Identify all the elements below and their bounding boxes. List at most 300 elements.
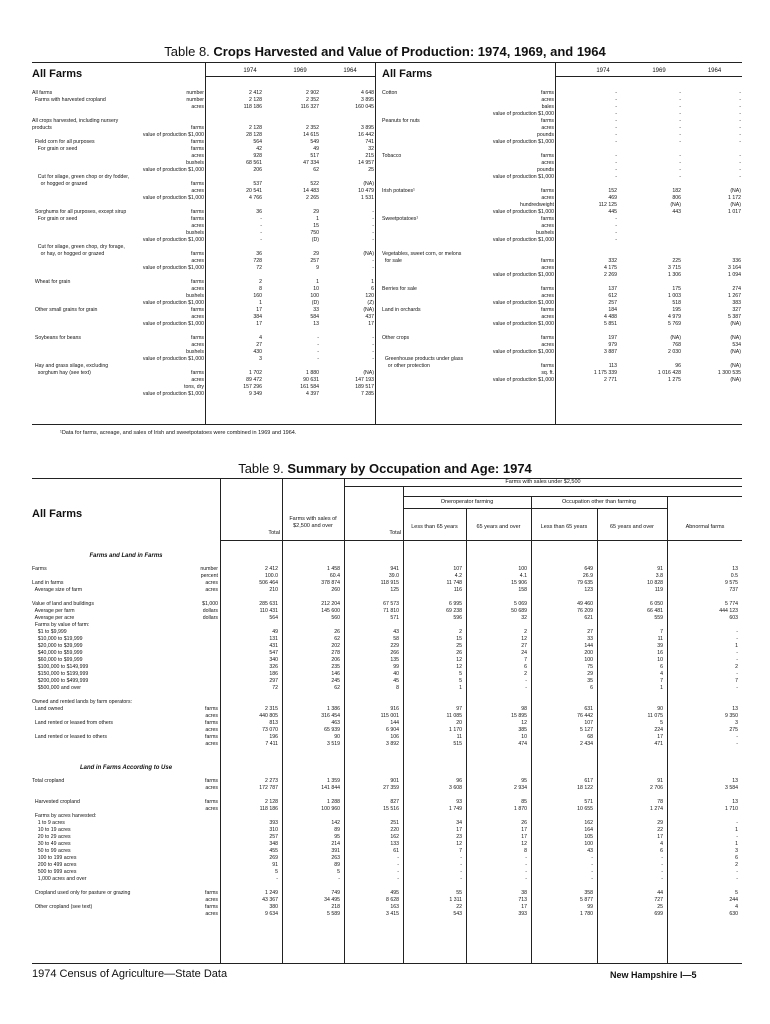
table-cell: 901	[390, 778, 399, 784]
table-row-label	[382, 209, 554, 216]
table-cell: 2 273	[265, 778, 278, 784]
table8-right-stub	[382, 90, 554, 384]
table-cell: (D)	[311, 300, 319, 306]
table-cell	[403, 594, 462, 601]
table-cell: 24	[521, 650, 527, 656]
table-cell: 200	[584, 650, 593, 656]
table8-right-year-rule	[555, 76, 742, 77]
row-label: Sorghums for all purposes, except sirup	[32, 209, 127, 215]
table-cell: -	[736, 671, 738, 677]
table-cell: 4 175	[604, 265, 617, 271]
table-cell: 266	[390, 650, 399, 656]
row-unit: value of production $1,000	[492, 209, 554, 215]
row-label: Land in orchards	[382, 307, 421, 313]
table-cell: 25	[456, 643, 462, 649]
table-cell: -	[317, 342, 319, 348]
table-cell: 225	[672, 258, 681, 264]
table-cell: (D)	[311, 237, 319, 243]
table-cell: -	[525, 855, 527, 861]
table-row-label	[32, 139, 204, 146]
table-cell	[597, 699, 663, 706]
table-cell: 8	[259, 286, 262, 292]
table-row-label	[32, 202, 204, 209]
table9-column	[466, 566, 527, 748]
table-cell: 10	[313, 286, 319, 292]
table-cell: 163	[390, 904, 399, 910]
table-cell: 79 635	[577, 580, 593, 586]
table-cell: 2 265	[306, 195, 319, 201]
table-cell: 13	[732, 706, 738, 712]
row-unit: value of production $1,000	[142, 167, 204, 173]
table-cell: -	[397, 869, 399, 875]
table-cell: 2 315	[265, 706, 278, 712]
table-cell: 3 895	[361, 97, 374, 103]
row-unit: farms	[541, 335, 554, 341]
table-cell: 1 311	[449, 897, 462, 903]
table-cell: 218	[331, 904, 340, 910]
table-cell: 474	[518, 741, 527, 747]
table-cell: 206	[331, 657, 340, 663]
row-unit: acres	[205, 806, 218, 812]
table-cell: 47 334	[303, 160, 319, 166]
table-cell: 14 957	[358, 160, 374, 166]
table-cell: 455	[269, 848, 278, 854]
table-cell: 617	[584, 778, 593, 784]
table-cell: 1	[259, 300, 262, 306]
table-cell: 5 774	[725, 601, 738, 607]
table-cell: 27 359	[383, 785, 399, 791]
row-unit: pounds	[536, 167, 554, 173]
table-cell: 73 070	[262, 727, 278, 733]
table-row-label	[382, 132, 554, 139]
table-cell: 71 810	[383, 608, 399, 614]
table-cell: 202	[331, 643, 340, 649]
table-cell: 120	[365, 293, 374, 299]
table9-hdr-sales-over: Farms with sales of $2,500 and over	[289, 516, 337, 529]
table-cell: -	[460, 876, 462, 882]
table-cell: 3	[735, 848, 738, 854]
table-cell: 543	[453, 911, 462, 917]
table-cell: 12	[456, 664, 462, 670]
table-cell: 547	[269, 650, 278, 656]
row-label: Other cropland (see text)	[32, 904, 93, 910]
table-cell: 2 412	[249, 90, 262, 96]
table-cell	[597, 883, 663, 890]
table9-column	[403, 566, 462, 748]
table-cell	[681, 279, 741, 286]
table-cell	[282, 622, 340, 629]
row-label: Other crops	[382, 335, 410, 341]
row-unit: acres	[541, 195, 554, 201]
table-cell	[555, 251, 617, 258]
table-cell: 17	[657, 834, 663, 840]
table-cell: 12	[521, 636, 527, 642]
table-cell: 11 748	[446, 580, 462, 586]
row-label: Value of land and buildings	[32, 601, 94, 607]
table-cell: 310	[269, 827, 278, 833]
table-cell: 4	[259, 335, 262, 341]
table-cell: 33	[587, 636, 593, 642]
table-cell: 67 573	[383, 601, 399, 607]
footer-page: New Hampshire I—5	[610, 970, 697, 980]
table8-left-year-1964: 1964	[343, 68, 357, 74]
table-cell	[531, 622, 593, 629]
table-cell	[205, 111, 262, 118]
table-row-label	[382, 286, 554, 293]
table-cell: -	[661, 876, 663, 882]
table-cell: 7 285	[361, 391, 374, 397]
table-cell: 97	[456, 706, 462, 712]
table-cell: 75	[587, 664, 593, 670]
row-unit: acres	[191, 153, 204, 159]
table-cell	[319, 244, 374, 251]
table-cell: 1	[371, 279, 374, 285]
table-cell	[262, 328, 319, 335]
table-cell: -	[591, 855, 593, 861]
table-cell: 9 349	[249, 391, 262, 397]
table-cell: -	[260, 216, 262, 222]
table-row-label	[382, 139, 554, 146]
table-cell: 4	[735, 904, 738, 910]
table-cell: 2	[735, 664, 738, 670]
table-row-label	[32, 685, 218, 692]
table-cell: 137	[608, 286, 617, 292]
table-cell: 5	[735, 890, 738, 896]
table-row-label	[32, 153, 204, 160]
table-cell	[531, 594, 593, 601]
table-cell: 107	[584, 720, 593, 726]
table-cell: 197	[608, 335, 617, 341]
table-row-label	[382, 377, 554, 384]
row-label: sorghum hay (see text)	[32, 370, 91, 376]
table-cell: 393	[518, 911, 527, 917]
table-cell: -	[615, 104, 617, 110]
table8-title-text: Crops Harvested and Value of Production: 1974, 1969, and 1964	[213, 44, 606, 59]
table-cell: 123	[584, 587, 593, 593]
row-unit: hundredweight	[519, 202, 554, 208]
table-cell: 49	[313, 146, 319, 152]
table-cell	[466, 813, 527, 820]
table-row-label	[32, 643, 218, 650]
table-cell	[667, 883, 738, 890]
table-cell: 89	[334, 862, 340, 868]
row-label: Total cropland	[32, 778, 65, 784]
row-unit: value of production $1,000	[492, 300, 554, 306]
table-cell: -	[739, 139, 741, 145]
table-cell: 385	[518, 727, 527, 733]
table9-hdr-sales-under: Farms with sales under $2,500	[505, 479, 581, 485]
table-cell: 100.0	[265, 573, 278, 579]
table-row-label	[32, 778, 218, 785]
table-cell: 116	[453, 587, 462, 593]
row-label: Cut for silage, green chop or dry fodder,	[32, 174, 130, 180]
table-cell: -	[615, 174, 617, 180]
row-unit: farms	[191, 181, 204, 187]
table-cell: 257	[269, 834, 278, 840]
table-cell: 813	[269, 720, 278, 726]
table-cell	[282, 813, 340, 820]
table-cell: -	[679, 104, 681, 110]
row-unit: value of production $1,000	[142, 265, 204, 271]
table-cell: 7	[660, 678, 663, 684]
table-row-label	[32, 734, 218, 741]
row-unit: acres	[191, 286, 204, 292]
table-cell: 0.5	[730, 573, 738, 579]
table-row-label	[32, 377, 204, 384]
table-cell: 76 442	[577, 713, 593, 719]
table-cell: 1 288	[327, 799, 340, 805]
table-cell: 469	[608, 195, 617, 201]
table-cell: 2 352	[306, 97, 319, 103]
table-cell: 182	[672, 188, 681, 194]
table-cell	[282, 699, 340, 706]
table-cell: 327	[732, 307, 741, 313]
table-cell: -	[739, 111, 741, 117]
table-cell: 649	[584, 566, 593, 572]
table-cell: 49	[272, 629, 278, 635]
row-unit: number	[186, 97, 204, 103]
table-cell: -	[260, 230, 262, 236]
table-cell: -	[372, 237, 374, 243]
table-cell: 1	[735, 841, 738, 847]
table-cell: 596	[453, 615, 462, 621]
row-label: Farms by acres harvested:	[32, 813, 97, 819]
table-cell: 4	[660, 671, 663, 677]
table8-bottom-rule	[32, 424, 742, 425]
table-cell: 145 600	[321, 608, 340, 614]
table-cell: -	[679, 132, 681, 138]
table-cell: 118 915	[380, 580, 399, 586]
row-label: Other small grains for grain	[32, 307, 98, 313]
table9-column	[667, 778, 738, 918]
table-cell: -	[525, 876, 527, 882]
table-row-label	[32, 307, 204, 314]
table-cell: 96	[456, 778, 462, 784]
table-row-label	[32, 820, 218, 827]
table-row-label	[32, 692, 218, 699]
table-cell: 2 128	[249, 125, 262, 131]
table-cell: 2	[735, 862, 738, 868]
table-cell: 10	[521, 734, 527, 740]
table-cell	[531, 699, 593, 706]
table-cell	[319, 202, 374, 209]
table-cell: 18 122	[577, 785, 593, 791]
row-label: 1,000 acres and over	[32, 876, 87, 882]
table9-hdr-65overa: 65 years and over	[476, 524, 521, 530]
row-unit: farms	[541, 90, 554, 96]
table-cell: 2	[524, 629, 527, 635]
table-cell	[681, 356, 741, 363]
table-cell: 741	[365, 139, 374, 145]
table-cell: -	[736, 741, 738, 747]
table-cell: -	[615, 125, 617, 131]
table-cell: 8	[396, 685, 399, 691]
table9-column	[531, 566, 593, 748]
table-row-label	[382, 104, 554, 111]
table-cell: 115 001	[380, 713, 399, 719]
row-unit: acres	[191, 342, 204, 348]
table-cell: 631	[584, 706, 593, 712]
table-cell: 6	[660, 848, 663, 854]
table8-mid-divider	[375, 62, 376, 424]
table-cell: 16	[657, 650, 663, 656]
table-cell: 3 892	[386, 741, 399, 747]
row-label: 100 to 199 acres	[32, 855, 77, 861]
row-unit: farms	[191, 139, 204, 145]
row-label: Land rented or leased from others	[32, 720, 114, 726]
table9-hdr-total: Total	[268, 530, 280, 536]
table-cell	[681, 237, 741, 244]
table-row-label	[32, 629, 218, 636]
row-unit: acres	[541, 125, 554, 131]
table-cell: 515	[453, 741, 462, 747]
table-cell: 133	[390, 841, 399, 847]
row-unit: farms	[191, 209, 204, 215]
table-cell	[205, 118, 262, 125]
table-cell: 11 075	[647, 713, 663, 719]
row-label: or hay, or hogged or grazed	[32, 251, 105, 257]
table-cell: 3 895	[361, 125, 374, 131]
table-cell: 437	[365, 314, 374, 320]
table-cell: 8 628	[386, 897, 399, 903]
table-cell: 14 615	[303, 132, 319, 138]
row-unit: farms	[541, 307, 554, 313]
table-cell: 93	[456, 799, 462, 805]
table-cell: 6 904	[386, 727, 399, 733]
table-cell: 1	[459, 685, 462, 691]
table-cell: -	[397, 862, 399, 868]
table-cell: (NA)	[670, 202, 681, 208]
table-cell: 116 327	[300, 104, 319, 110]
table-cell: -	[736, 869, 738, 875]
table-row-label	[382, 251, 554, 258]
row-unit: farms	[191, 216, 204, 222]
table-cell: 34 495	[324, 897, 340, 903]
table9-column	[403, 778, 462, 918]
table-cell: -	[679, 160, 681, 166]
row-unit: acres	[191, 314, 204, 320]
table-cell	[681, 328, 741, 335]
table-row-label	[32, 244, 204, 251]
table9-column	[597, 778, 663, 918]
table-row-label	[382, 160, 554, 167]
table-cell: 158	[518, 587, 527, 593]
table-cell: -	[679, 167, 681, 173]
table-row-label	[32, 601, 218, 608]
table-cell: 6	[660, 664, 663, 670]
table-cell: -	[338, 876, 340, 882]
table-cell: 517	[310, 153, 319, 159]
table-row-label	[32, 237, 204, 244]
table9-column	[220, 778, 278, 918]
table-row-label	[382, 97, 554, 104]
table8-top-rule	[32, 62, 742, 63]
table9-hdr-total2: Total	[389, 530, 401, 536]
table-cell: 17	[256, 321, 262, 327]
table-cell	[344, 594, 399, 601]
table-cell: 443	[672, 209, 681, 215]
table-cell: 564	[253, 139, 262, 145]
table-cell	[205, 328, 262, 335]
table-cell: 5	[275, 869, 278, 875]
table-cell	[344, 813, 399, 820]
table-cell: 106	[390, 734, 399, 740]
row-unit: farms	[541, 153, 554, 159]
table-cell: 336	[732, 258, 741, 264]
table-row-label	[32, 883, 218, 890]
table-row-label	[32, 848, 218, 855]
table-cell: 17	[657, 734, 663, 740]
table-cell: 1 170	[449, 727, 462, 733]
row-label: Farms by value of farm:	[32, 622, 90, 628]
table-cell: 162	[584, 820, 593, 826]
table-cell: 16 442	[358, 132, 374, 138]
table-cell: 2	[259, 279, 262, 285]
row-label: Greenhouse products under glass	[382, 356, 464, 362]
table-row-label	[382, 223, 554, 230]
table-cell: 274	[732, 286, 741, 292]
table-cell: 175	[672, 286, 681, 292]
table-cell: 23	[456, 834, 462, 840]
table-cell: -	[736, 820, 738, 826]
table-cell: 95	[334, 834, 340, 840]
table-row-label	[382, 195, 554, 202]
table-row-label	[32, 650, 218, 657]
table-row-label	[32, 897, 218, 904]
table-cell	[466, 883, 527, 890]
table-cell: 118 186	[259, 806, 278, 812]
table-row-label	[32, 314, 204, 321]
table-cell: -	[739, 104, 741, 110]
table-cell: 584	[310, 314, 319, 320]
table-cell: 105	[584, 834, 593, 840]
table-cell	[617, 146, 681, 153]
row-unit: value of production $1,000	[492, 377, 554, 383]
row-label: Tobacco	[382, 153, 402, 159]
table-cell	[667, 813, 738, 820]
table-cell: 7 411	[265, 741, 278, 747]
row-unit: value of production $1,000	[142, 391, 204, 397]
table-cell: 76 209	[577, 608, 593, 614]
row-label: or hogged or grazed	[32, 181, 88, 187]
table-cell: 89 472	[246, 377, 262, 383]
table-cell	[617, 216, 681, 223]
table-cell	[555, 244, 617, 251]
table-cell: -	[372, 209, 374, 215]
table-cell: 144	[584, 643, 593, 649]
table-row-label	[32, 904, 218, 911]
table-cell: 713	[518, 897, 527, 903]
table-cell: 42	[256, 146, 262, 152]
table-cell	[319, 174, 374, 181]
table-cell: (NA)	[670, 335, 681, 341]
table-cell: 12	[456, 841, 462, 847]
table9-column	[466, 778, 527, 918]
table-row-label	[32, 911, 218, 918]
table-row-label	[32, 223, 204, 230]
row-unit: value of production $1,000	[492, 321, 554, 327]
table9-hdr-less65a: Less than 65 years	[411, 524, 458, 530]
table-cell: 34	[456, 820, 462, 826]
table-cell: -	[372, 216, 374, 222]
table-cell	[555, 279, 617, 286]
table-cell: 1	[316, 216, 319, 222]
table-cell	[597, 692, 663, 699]
table-row-label	[382, 363, 554, 370]
table-row-label	[32, 167, 204, 174]
table-cell: 3	[259, 356, 262, 362]
table-cell: 297	[269, 678, 278, 684]
